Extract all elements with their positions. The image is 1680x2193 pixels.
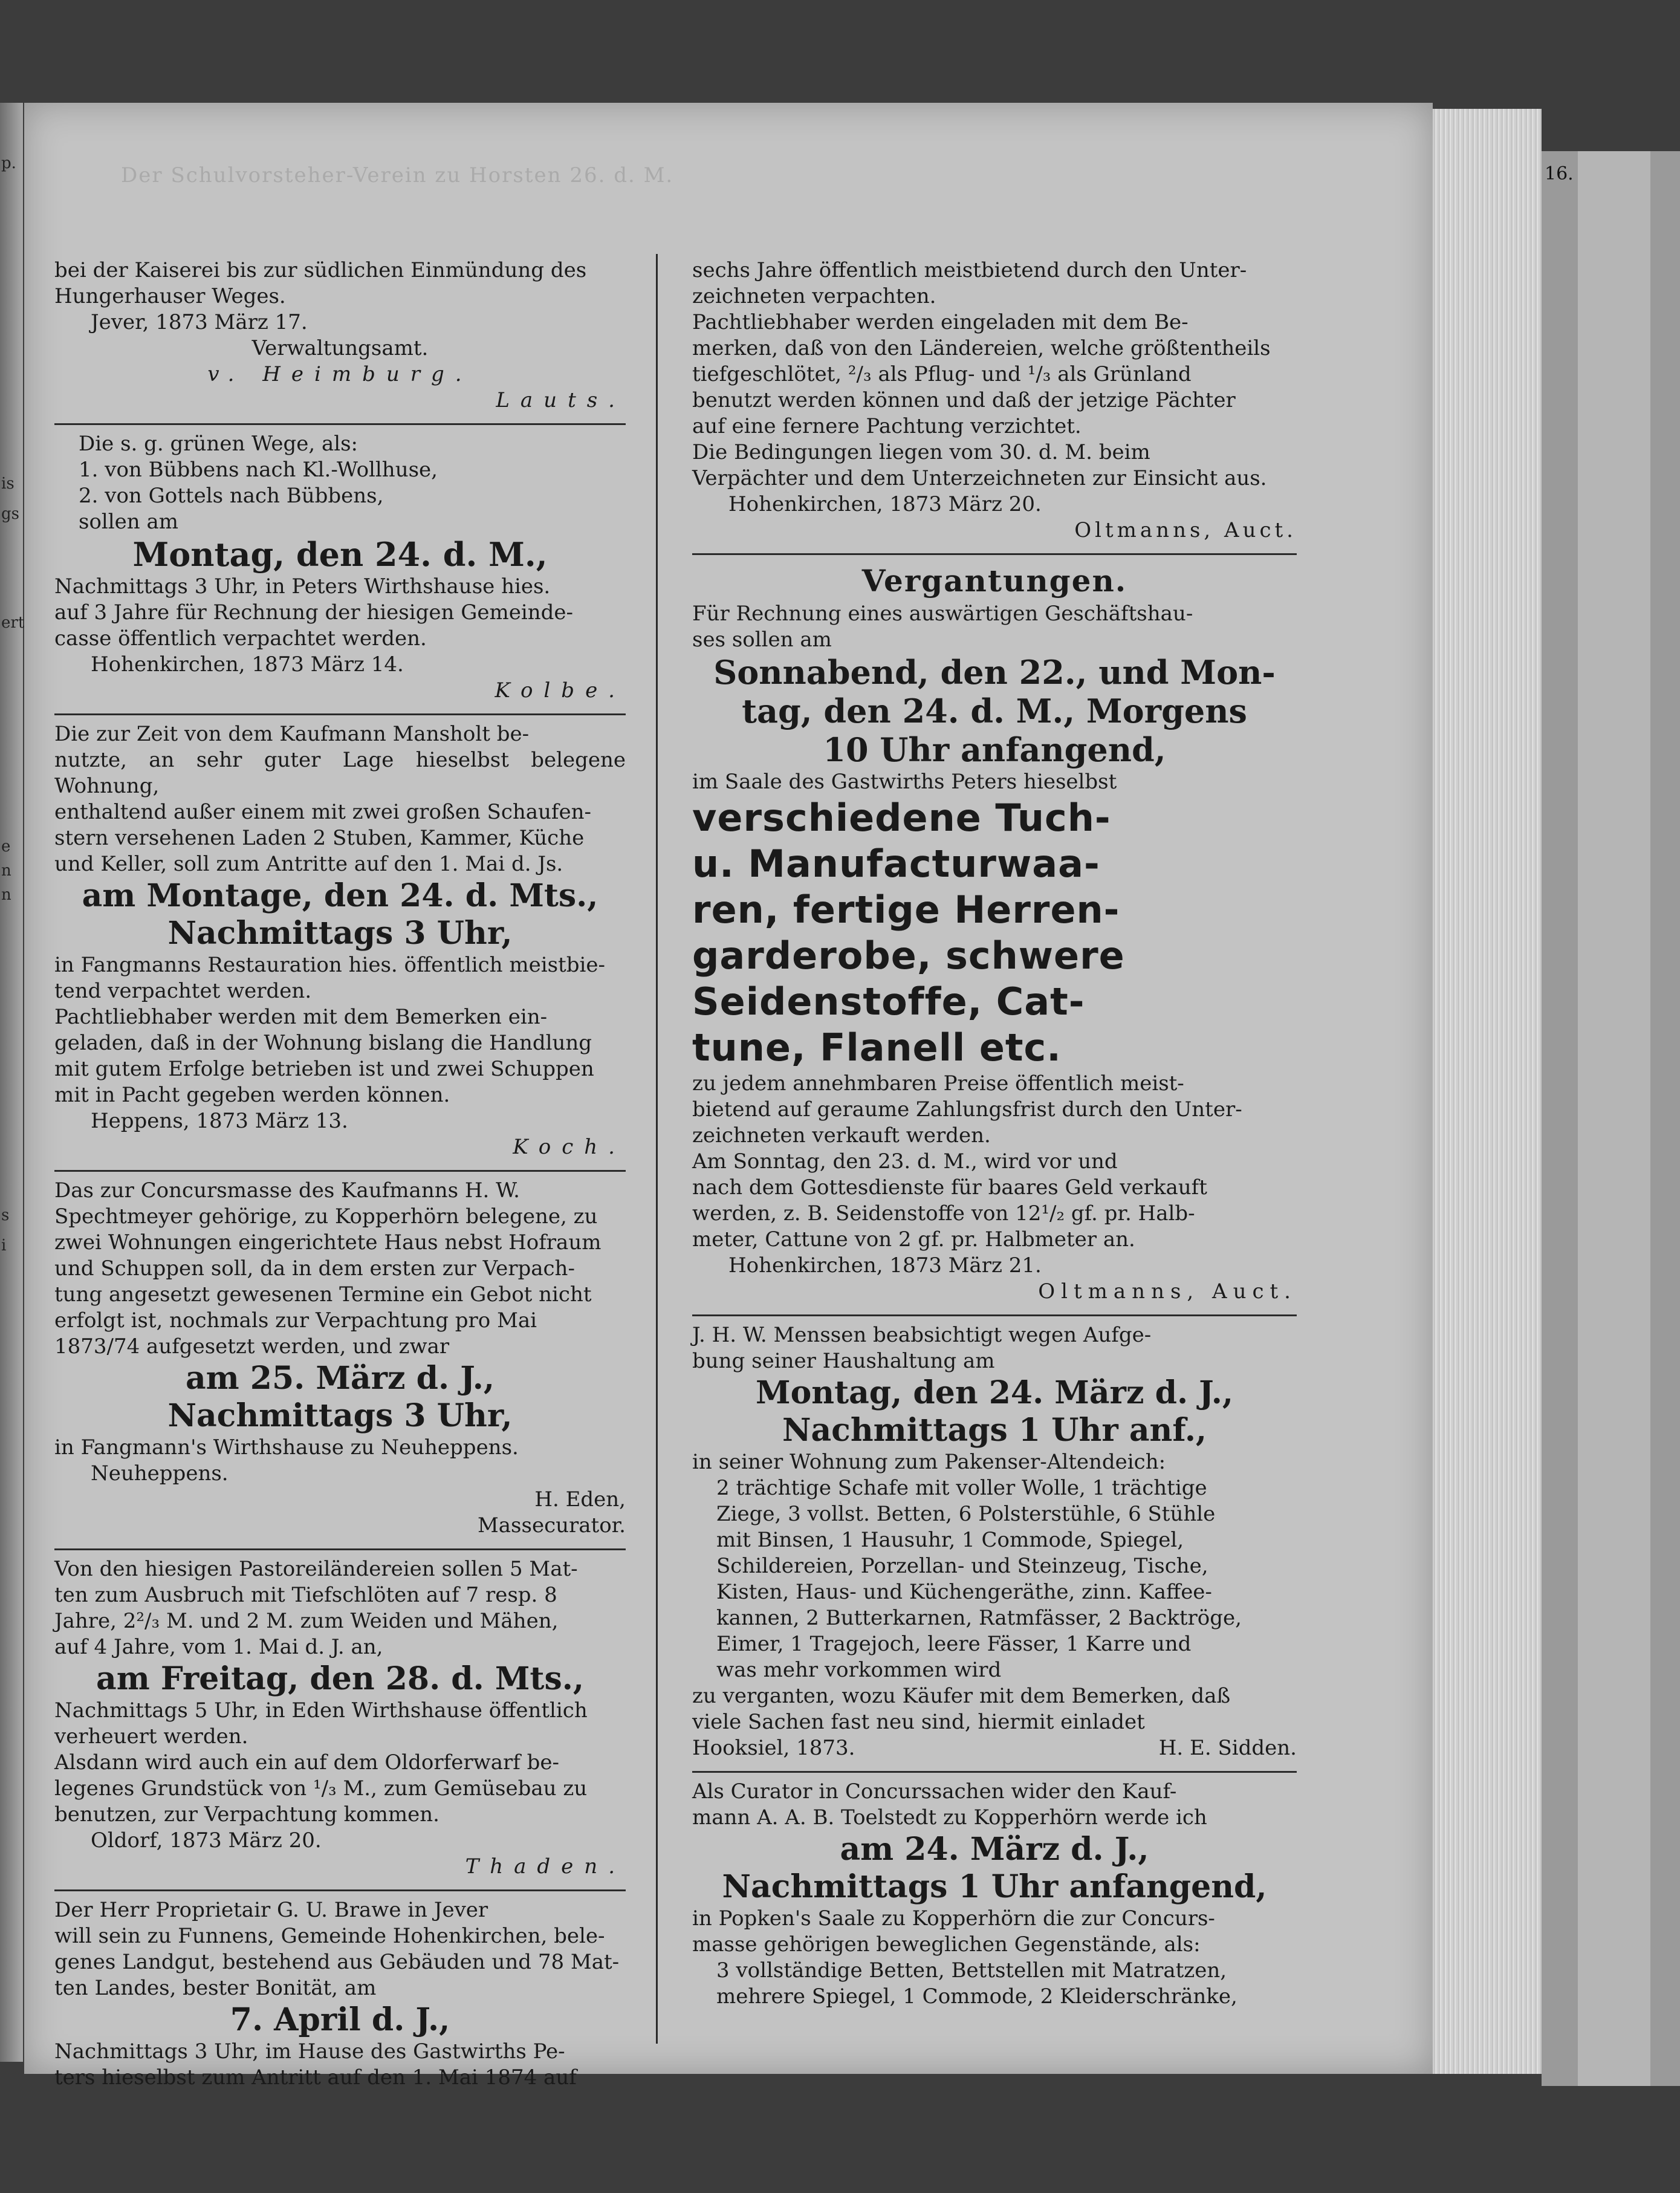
notice-lines — [692, 1322, 1297, 1374]
text-line: Nachmittags 3 Uhr, in Peters Wirthshause hies. — [54, 574, 551, 599]
text-line: Kisten, Haus- und Küchengeräthe, zinn. Kaffee- — [716, 1580, 1212, 1604]
text-line: zwei Wohnungen eingerichtete Haus nebst Hofraum — [54, 1230, 602, 1255]
text-line: Spechtmeyer gehörige, zu Kopperhörn belegene, zu — [54, 1204, 598, 1229]
notice-lines — [692, 258, 1297, 310]
place-date: Neuheppens. — [91, 1461, 229, 1486]
text-line: sechs Jahre öffentlich meistbietend durch den Unter- — [692, 258, 1247, 282]
signature: H. Eden, — [534, 1487, 626, 1512]
place-date: Hooksiel, 1873. — [692, 1736, 855, 1760]
text-line: mit Binsen, 1 Hausuhr, 1 Commode, Spiegel, — [716, 1528, 1184, 1552]
text-line: will sein zu Funnens, Gemeinde Hohenkirchen, bele- — [54, 1924, 605, 1948]
margin-fragment: is — [1, 475, 15, 493]
notice-body — [692, 1683, 1297, 1735]
text-line: mehrere Spiegel, 1 Commode, 2 Kleiderschränke, — [716, 1984, 1237, 2009]
signature: Oltmanns, Auct. — [1038, 1279, 1297, 1304]
bleed-through-text: Der Schulvorsteher-Verein zu Horsten 26. d. M. — [121, 163, 674, 187]
text-line: 1873/74 aufgesetzt werden, und zwar — [54, 1334, 450, 1359]
signature: Thaden. — [465, 1854, 626, 1879]
signature: Oltmanns, Auct. — [1074, 518, 1297, 542]
notice-lines — [54, 1178, 626, 1360]
text-line: 1. von Bübbens nach Kl.-Wollhuse, — [79, 458, 438, 482]
text-line: was mehr vorkommen wird — [716, 1658, 1002, 1682]
text-line: zu verganten, wozu Käufer mit dem Bemerken, daß — [692, 1684, 1231, 1708]
notice-verpachtung-oltmanns — [692, 254, 1297, 550]
notice-lines — [54, 258, 626, 310]
place-date: Heppens, 1873 März 13. — [91, 1109, 348, 1133]
text-line: u. Manufacturwaa- — [692, 842, 1100, 886]
text-line: Als Curator in Concurssachen wider den Kauf- — [692, 1779, 1177, 1804]
auction-date: am Freitag, den 28. d. Mts., — [96, 1660, 584, 1697]
text-line: und Schuppen soll, da in dem ersten zur Verpach- — [54, 1256, 575, 1281]
text-line: Der Herr Proprietair G. U. Brawe in Jever — [54, 1898, 488, 1922]
text-line: Für Rechnung eines auswärtigen Geschäftshau- — [692, 602, 1193, 626]
text-line: Pachtliebhaber werden mit dem Bemerken ein- — [54, 1005, 548, 1029]
text-line: in Fangmanns Restauration hies. öffentlich meistbie- — [54, 953, 605, 977]
auction-location: in seiner Wohnung zum Pakenser-Altendeich: — [692, 1450, 1166, 1474]
margin-fragment: p. — [1, 154, 16, 172]
text-line: Seidenstoffe, Cat- — [692, 980, 1085, 1024]
margin-fragment: i — [1, 1236, 7, 1255]
text-line: merken, daß von den Ländereien, welche größtentheils — [692, 336, 1271, 360]
text-line: mit in Pacht gegeben werden können. — [54, 1083, 450, 1107]
place-date: Hohenkirchen, 1873 März 20. — [728, 492, 1042, 516]
text-line: J. H. W. Menssen beabsichtigt wegen Aufge- — [692, 1323, 1152, 1347]
divider-rule — [692, 1771, 1297, 1773]
items-list — [692, 1958, 1297, 2010]
notice-lines — [54, 1897, 626, 2001]
text-line: tend verpachtet werden. — [54, 979, 312, 1003]
place-date: Oldorf, 1873 März 20. — [91, 1828, 322, 1853]
text-line: genes Landgut, bestehend aus Gebäuden und 78 Mat- — [54, 1950, 620, 1974]
right-column — [692, 254, 1297, 2044]
text-line: Das zur Concursmasse des Kaufmanns H. W. — [54, 1178, 520, 1203]
text-line: bung seiner Haushaltung am — [692, 1349, 995, 1373]
signature: Koch. — [513, 1135, 626, 1159]
notice-lines — [692, 601, 1297, 653]
place-date: Hohenkirchen, 1873 März 21. — [728, 1253, 1042, 1278]
notice-body — [692, 440, 1297, 492]
signature: H. E. Sidden. — [1158, 1736, 1297, 1760]
text-line: casse öffentlich verpachtet werden. — [54, 626, 427, 651]
text-line: tung angesetzt gewesenen Termine ein Gebot nicht — [54, 1282, 592, 1307]
text-line: benutzt werden können und daß der jetzige Pächter — [692, 388, 1236, 412]
text-line: werden, z. B. Seidenstoffe von 12¹/₂ gf. pr. Halb- — [692, 1201, 1195, 1226]
notice-body — [54, 2039, 626, 2091]
text-line: Nachmittags 5 Uhr, in Eden Wirthshause öffentlich — [54, 1698, 588, 1723]
text-line: ses sollen am — [692, 628, 832, 652]
divider-rule — [54, 423, 626, 425]
auction-date: am 24. März d. J., — [840, 1831, 1149, 1868]
notice-hungerhauser-weg — [54, 254, 626, 420]
text-line: mann A. A. B. Toelstedt zu Kopperhörn werde ich — [692, 1805, 1207, 1830]
text-line: Am Sonntag, den 23. d. M., wird vor und — [692, 1149, 1118, 1174]
text-line: mit gutem Erfolge betrieben ist und zwei Schuppen — [54, 1057, 594, 1081]
text-line: auf eine fernere Pachtung verzichtet. — [692, 414, 1082, 438]
text-line: tune, Flanell etc. — [692, 1025, 1062, 1070]
place-date: Jever, 1873 März 17. — [91, 310, 308, 334]
text-line: Sonnabend, den 22., und Mon- — [713, 653, 1276, 692]
text-line: Schildereien, Porzellan- und Steinzeug, Tische, — [716, 1554, 1208, 1578]
text-line: bietend auf geraume Zahlungsfrist durch den Unter- — [692, 1097, 1242, 1122]
divider-rule — [692, 1314, 1297, 1316]
column-divider — [656, 254, 658, 2044]
notice-menssen-haushaltung — [692, 1319, 1297, 1767]
text-line: Von den hiesigen Pastoreiländereien sollen 5 Mat- — [54, 1557, 578, 1581]
text-line: 3 vollständige Betten, Bettstellen mit Matratzen, — [716, 1958, 1227, 1983]
notice-body — [54, 1698, 626, 1750]
book-cover-shade — [1578, 151, 1650, 2086]
notice-gruene-wege — [54, 427, 626, 710]
divider-rule — [54, 713, 626, 715]
divider-rule — [692, 553, 1297, 555]
auction-date — [692, 653, 1297, 769]
office-name: Verwaltungsamt. — [251, 336, 429, 360]
margin-fragment: e — [1, 837, 11, 856]
divider-rule — [54, 1548, 626, 1550]
text-line: stern versehenen Laden 2 Stuben, Kammer, Küche — [54, 826, 585, 850]
page-number-fragment: 16. — [1545, 163, 1574, 184]
text-line: 10 Uhr anfangend, — [823, 730, 1166, 769]
text-line: garderobe, schwere — [692, 934, 1125, 978]
notice-body — [54, 1750, 626, 1828]
text-line: tag, den 24. d. M., Morgens — [742, 692, 1247, 730]
notice-body — [692, 1071, 1297, 1149]
text-line: verheuert werden. — [54, 1724, 248, 1749]
items-list — [692, 1475, 1297, 1683]
text-line: Alsdann wird auch ein auf dem Oldorferwarf be- — [54, 1750, 560, 1775]
text-line: Eimer, 1 Tragejoch, leere Fässer, 1 Karre und — [716, 1632, 1192, 1656]
auction-location: im Saale des Gastwirths Peters hieselbst — [692, 770, 1117, 794]
notice-lines — [54, 431, 626, 535]
text-line: Hungerhauser Weges. — [54, 284, 286, 308]
section-heading: Vergantungen. — [861, 563, 1127, 599]
notice-lines — [692, 1779, 1297, 1831]
signature: v. Heimburg. — [207, 362, 473, 386]
divider-rule — [54, 1889, 626, 1891]
text-line: benutzen, zur Verpachtung kommen. — [54, 1802, 439, 1827]
text-line: auf 3 Jahre für Rechnung der hiesigen Gemeinde- — [54, 600, 573, 625]
notice-vergantungen — [692, 557, 1297, 1311]
notice-landgut-brawe — [54, 1894, 626, 2097]
margin-fragment: s — [1, 1206, 10, 1224]
text-line: in Popken's Saale zu Kopperhörn die zur Concurs- — [692, 1906, 1215, 1931]
text-line: in Fangmann's Wirthshause zu Neuheppens. — [54, 1435, 519, 1460]
text-line: und Keller, soll zum Antritte auf den 1. Mai d. Js. — [54, 852, 563, 876]
auction-date: am 25. März d. J., — [185, 1360, 495, 1397]
auction-time: Nachmittags 3 Uhr, — [167, 1397, 513, 1434]
margin-fragment: ert — [1, 614, 25, 632]
auction-date: 7. April d. J., — [230, 2001, 450, 2038]
text-line: meter, Cattune von 2 gf. pr. Halbmeter an. — [692, 1227, 1135, 1252]
text-line: verschiedene Tuch- — [692, 796, 1111, 840]
goods-list — [692, 795, 1297, 1071]
closing-line — [692, 1735, 1297, 1761]
text-line: ters hieselbst zum Antritt auf den 1. Mai 1874 auf — [54, 2065, 577, 2090]
notice-concurs-toelstedt — [692, 1775, 1297, 2016]
auction-time: Nachmittags 3 Uhr, — [167, 915, 513, 952]
notice-body — [54, 1435, 626, 1461]
text-line: Nachmittags 3 Uhr, im Hause des Gastwirths Pe- — [54, 2039, 565, 2064]
text-line: Die Bedingungen liegen vom 30. d. M. beim — [692, 440, 1150, 464]
text-line: sollen am — [79, 510, 179, 534]
text-line: 2 trächtige Schafe mit voller Wolle, 1 trächtige — [716, 1476, 1207, 1500]
auction-date: am Montage, den 24. d. Mts., — [82, 877, 598, 914]
text-line: Ziege, 3 vollst. Betten, 6 Polsterstühle, 6 Stühle — [716, 1502, 1216, 1526]
text-line: legenes Grundstück von ¹/₃ M., zum Gemüsebau zu — [54, 1776, 588, 1801]
text-line: tiefgeschlötet, ²/₃ als Pflug- und ¹/₃ als Grünland — [692, 362, 1192, 386]
text-line: ten zum Ausbruch mit Tiefschlöten auf 7 resp. 8 — [54, 1583, 557, 1607]
auction-date: Montag, den 24. März d. J., — [756, 1374, 1233, 1411]
text-line: masse gehörigen beweglichen Gegenstände, als: — [692, 1932, 1201, 1957]
signature-title: Massecurator. — [477, 1513, 626, 1538]
page-stack-edge — [1433, 109, 1542, 2074]
text-line: zeichneten verkauft werden. — [692, 1123, 991, 1148]
divider-rule — [54, 1170, 626, 1172]
text-line: viele Sachen fast neu sind, hiermit einladet — [692, 1710, 1145, 1734]
notice-body — [54, 574, 626, 652]
text-line: 2. von Gottels nach Bübbens, — [79, 484, 384, 508]
margin-fragment: n — [1, 862, 11, 880]
notice-body — [54, 952, 626, 1004]
margin-fragment: n — [1, 886, 11, 904]
text-line: kannen, 2 Butterkarnen, Ratmfässer, 2 Backtröge, — [716, 1606, 1242, 1630]
notice-lines — [54, 1556, 626, 1660]
notice-body — [54, 1004, 626, 1108]
text-line: ten Landes, bester Bonität, am — [54, 1976, 377, 2000]
left-page-margin-fragments — [0, 151, 24, 1965]
text-line: Pachtliebhaber werden eingeladen mit dem Be- — [692, 310, 1189, 334]
text-line: nach dem Gottesdienste für baares Geld verkauft — [692, 1175, 1207, 1200]
text-line: auf 4 Jahre, vom 1. Mai d. J. an, — [54, 1635, 383, 1659]
text-line: nutzte, an sehr guter Lage hieselbst belegene Wohnung, — [54, 748, 626, 798]
text-line: Die s. g. grünen Wege, als: — [79, 432, 358, 456]
margin-fragment: gs — [1, 505, 19, 523]
notice-lines — [54, 721, 626, 877]
text-line: enthaltend außer einem mit zwei großen Schaufen- — [54, 800, 592, 824]
text-line: geladen, daß in der Wohnung bislang die Handlung — [54, 1031, 592, 1055]
notice-body — [692, 1906, 1297, 1958]
notice-body — [692, 310, 1297, 440]
text-line: Die zur Zeit von dem Kaufmann Mansholt be- — [54, 722, 530, 746]
auction-time: Nachmittags 1 Uhr anf., — [782, 1412, 1207, 1449]
notice-wohnung-mansholt — [54, 718, 626, 1166]
text-line: ren, fertige Herren- — [692, 888, 1120, 932]
left-column — [54, 254, 626, 2090]
text-line: erfolgt ist, nochmals zur Verpachtung pro Mai — [54, 1308, 537, 1333]
notice-concursmasse-spechtmeyer — [54, 1174, 626, 1545]
text-line: zu jedem annehmbaren Preise öffentlich meist- — [692, 1071, 1184, 1096]
place-date: Hohenkirchen, 1873 März 14. — [91, 652, 404, 677]
auction-date: Montag, den 24. d. M., — [132, 535, 548, 574]
text-line: Verpächter und dem Unterzeichneten zur Einsicht aus. — [692, 466, 1267, 490]
text-line: zeichneten verpachten. — [692, 284, 936, 308]
signature: Kolbe. — [495, 678, 626, 703]
text-line: Jahre, 2²/₃ M. und 2 M. zum Weiden und Mähen, — [54, 1609, 559, 1633]
auction-time: Nachmittags 1 Uhr anfangend, — [722, 1868, 1267, 1905]
text-line: bei der Kaiserei bis zur südlichen Einmündung des — [54, 258, 587, 282]
notice-pastoreilaendereien — [54, 1553, 626, 1886]
notice-body — [692, 1149, 1297, 1253]
signature: Lauts. — [496, 388, 626, 412]
